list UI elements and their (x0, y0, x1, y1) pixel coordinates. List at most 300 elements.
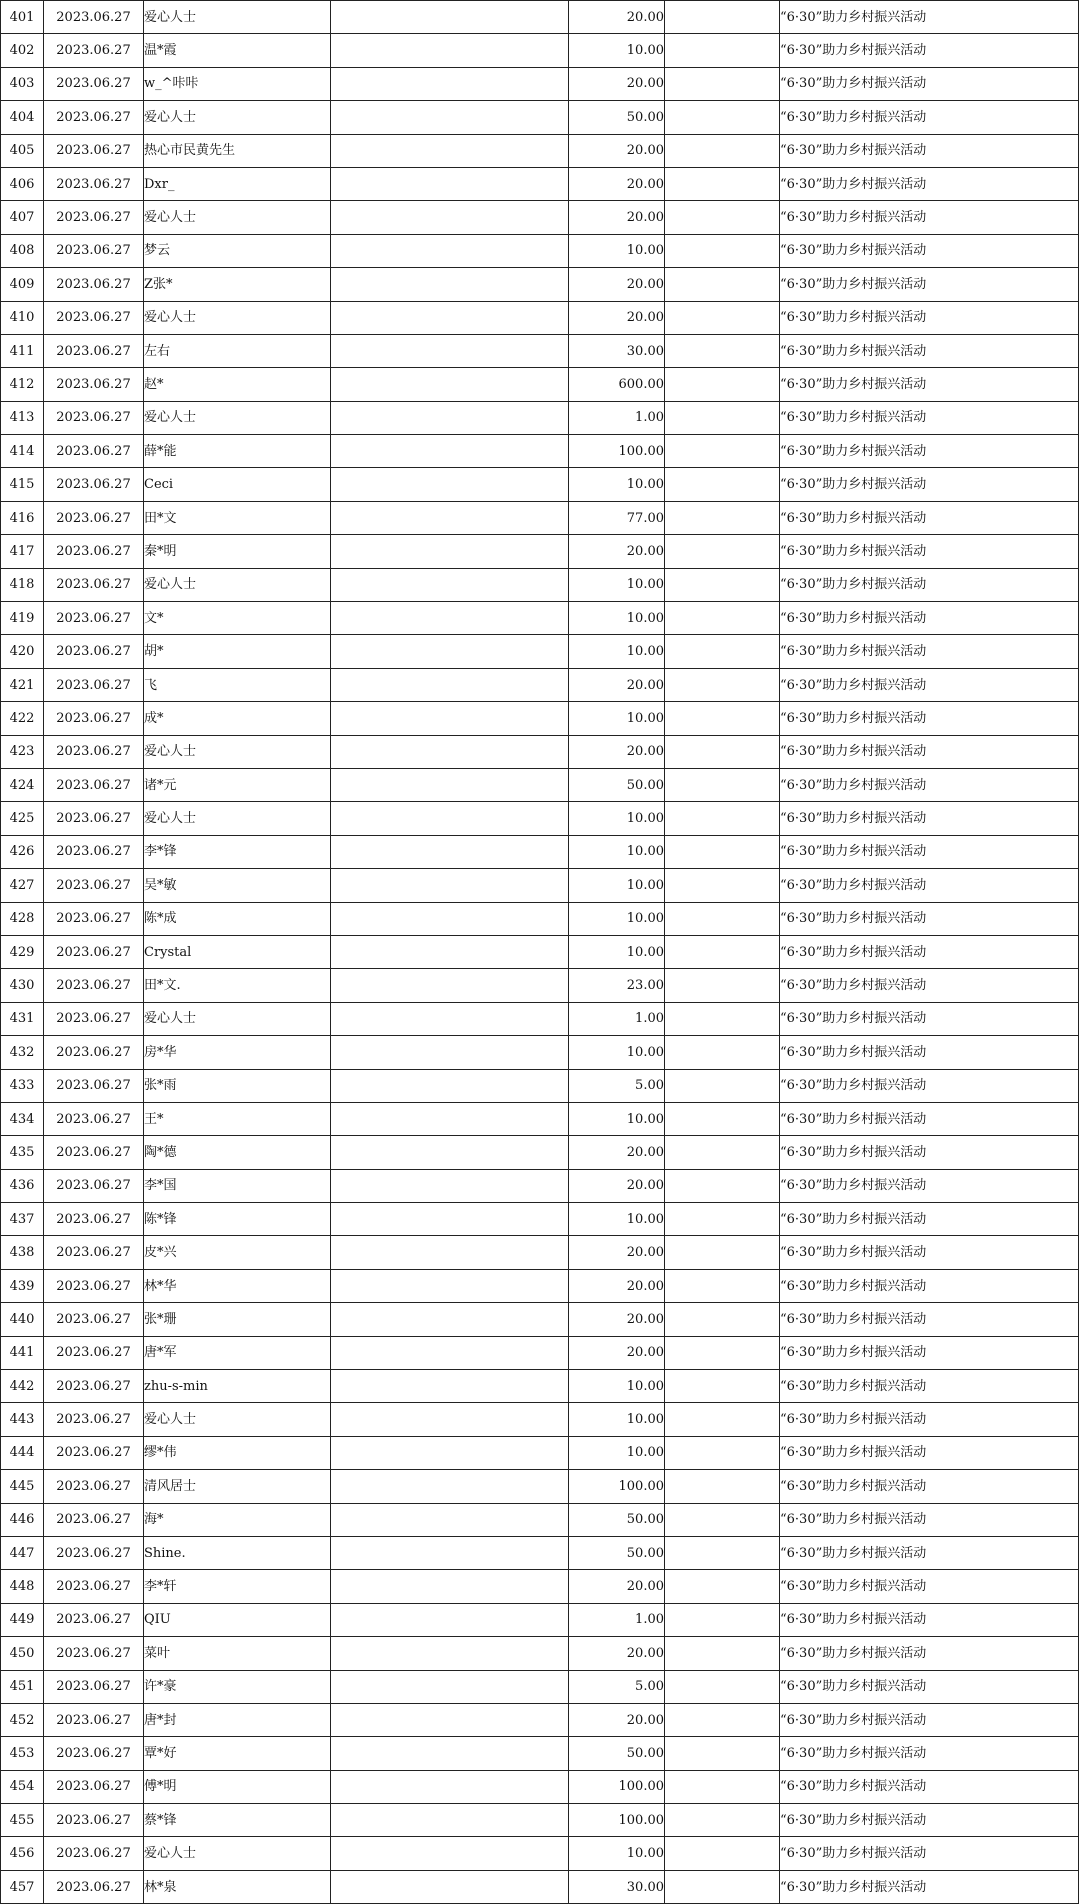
donation-amount-cell: 20.00 (569, 1169, 665, 1202)
donor-name-cell: 赵* (144, 368, 331, 401)
blank-cell (665, 1136, 780, 1169)
blank-cell (665, 702, 780, 735)
donation-purpose-cell: “6·30”助力乡村振兴活动 (780, 869, 1079, 902)
donation-date-cell: 2023.06.27 (44, 1570, 144, 1603)
blank-cell (665, 1303, 780, 1336)
donation-amount-cell: 1.00 (569, 401, 665, 434)
row-number-cell: 454 (1, 1770, 44, 1803)
donation-amount-cell: 20.00 (569, 1336, 665, 1369)
donation-purpose-cell: “6·30”助力乡村振兴活动 (780, 1670, 1079, 1703)
donation-date-cell: 2023.06.27 (44, 1804, 144, 1837)
blank-cell (331, 1169, 569, 1202)
table-row (1, 1403, 1079, 1436)
blank-cell (665, 34, 780, 67)
table-row (1, 869, 1079, 902)
blank-cell (331, 1336, 569, 1369)
donor-name-cell: 爱心人士 (144, 401, 331, 434)
blank-cell (665, 167, 780, 200)
blank-cell (331, 1670, 569, 1703)
blank-cell (331, 635, 569, 668)
donation-amount-cell: 10.00 (569, 34, 665, 67)
blank-cell (331, 969, 569, 1002)
donor-name-cell: Ceci (144, 468, 331, 501)
blank-cell (665, 1570, 780, 1603)
donation-purpose-cell: “6·30”助力乡村振兴活动 (780, 1, 1079, 34)
blank-cell (665, 435, 780, 468)
blank-cell (331, 301, 569, 334)
blank-cell (331, 101, 569, 134)
blank-cell (331, 1203, 569, 1236)
donation-date-cell: 2023.06.27 (44, 401, 144, 434)
donation-purpose-cell: “6·30”助力乡村振兴活动 (780, 668, 1079, 701)
table-row (1, 1737, 1079, 1770)
blank-cell (665, 535, 780, 568)
donor-name-cell: 爱心人士 (144, 1, 331, 34)
donation-amount-cell: 20.00 (569, 167, 665, 200)
table-row (1, 1269, 1079, 1302)
row-number-cell: 451 (1, 1670, 44, 1703)
donation-purpose-cell: “6·30”助力乡村振兴活动 (780, 1303, 1079, 1336)
donation-date-cell: 2023.06.27 (44, 735, 144, 768)
blank-cell (331, 1036, 569, 1069)
donor-name-cell: zhu-s-min (144, 1370, 331, 1403)
row-number-cell: 414 (1, 435, 44, 468)
blank-cell (665, 668, 780, 701)
donation-date-cell: 2023.06.27 (44, 635, 144, 668)
table-row (1, 1136, 1079, 1169)
donation-date-cell: 2023.06.27 (44, 1703, 144, 1736)
donation-purpose-cell: “6·30”助力乡村振兴活动 (780, 435, 1079, 468)
donation-date-cell: 2023.06.27 (44, 1269, 144, 1302)
donation-date-cell: 2023.06.27 (44, 602, 144, 635)
donor-name-cell: 梦云 (144, 234, 331, 267)
row-number-cell: 416 (1, 501, 44, 534)
donation-amount-cell: 20.00 (569, 1136, 665, 1169)
donation-date-cell: 2023.06.27 (44, 134, 144, 167)
donor-name-cell: 李*锋 (144, 835, 331, 868)
donation-amount-cell: 20.00 (569, 201, 665, 234)
row-number-cell: 426 (1, 835, 44, 868)
row-number-cell: 419 (1, 602, 44, 635)
row-number-cell: 423 (1, 735, 44, 768)
donation-date-cell: 2023.06.27 (44, 1637, 144, 1670)
donation-amount-cell: 10.00 (569, 468, 665, 501)
blank-cell (331, 1603, 569, 1636)
table-row (1, 1336, 1079, 1369)
donation-amount-cell: 10.00 (569, 635, 665, 668)
table-row (1, 1837, 1079, 1870)
donation-amount-cell: 100.00 (569, 1470, 665, 1503)
blank-cell (331, 1, 569, 34)
blank-cell (331, 1837, 569, 1870)
donation-date-cell: 2023.06.27 (44, 1403, 144, 1436)
blank-cell (331, 201, 569, 234)
blank-cell (665, 835, 780, 868)
donation-date-cell: 2023.06.27 (44, 1470, 144, 1503)
donation-amount-cell: 10.00 (569, 1036, 665, 1069)
donation-date-cell: 2023.06.27 (44, 368, 144, 401)
donor-name-cell: 爱心人士 (144, 201, 331, 234)
blank-cell (665, 1470, 780, 1503)
donation-date-cell: 2023.06.27 (44, 802, 144, 835)
donor-name-cell: 唐*封 (144, 1703, 331, 1736)
donor-name-cell: 菜叶 (144, 1637, 331, 1670)
blank-cell (331, 1870, 569, 1903)
donation-date-cell: 2023.06.27 (44, 1370, 144, 1403)
row-number-cell: 443 (1, 1403, 44, 1436)
row-number-cell: 450 (1, 1637, 44, 1670)
row-number-cell: 440 (1, 1303, 44, 1336)
donation-amount-cell: 20.00 (569, 1637, 665, 1670)
blank-cell (331, 1136, 569, 1169)
blank-cell (331, 668, 569, 701)
row-number-cell: 442 (1, 1370, 44, 1403)
blank-cell (665, 1403, 780, 1436)
blank-cell (665, 1670, 780, 1703)
donation-purpose-cell: “6·30”助力乡村振兴活动 (780, 401, 1079, 434)
table-row (1, 802, 1079, 835)
donation-date-cell: 2023.06.27 (44, 101, 144, 134)
donation-date-cell: 2023.06.27 (44, 1203, 144, 1236)
donation-date-cell: 2023.06.27 (44, 167, 144, 200)
donation-purpose-cell: “6·30”助力乡村振兴活动 (780, 134, 1079, 167)
table-row (1, 668, 1079, 701)
donor-name-cell: QIU (144, 1603, 331, 1636)
blank-cell (665, 902, 780, 935)
blank-cell (331, 1236, 569, 1269)
donation-amount-cell: 50.00 (569, 1737, 665, 1770)
table-row (1, 1703, 1079, 1736)
donor-name-cell: 田*文. (144, 969, 331, 1002)
table-row (1, 1637, 1079, 1670)
donation-date-cell: 2023.06.27 (44, 435, 144, 468)
blank-cell (331, 368, 569, 401)
table-row (1, 1, 1079, 34)
donation-purpose-cell: “6·30”助力乡村振兴活动 (780, 768, 1079, 801)
table-row (1, 67, 1079, 100)
blank-cell (331, 468, 569, 501)
blank-cell (665, 1436, 780, 1469)
row-number-cell: 417 (1, 535, 44, 568)
blank-cell (665, 1203, 780, 1236)
donation-purpose-cell: “6·30”助力乡村振兴活动 (780, 1336, 1079, 1369)
donation-amount-cell: 20.00 (569, 268, 665, 301)
table-row (1, 334, 1079, 367)
donor-name-cell: Z张* (144, 268, 331, 301)
donation-purpose-cell: “6·30”助力乡村振兴活动 (780, 101, 1079, 134)
blank-cell (665, 1837, 780, 1870)
blank-cell (665, 602, 780, 635)
donor-name-cell: 爱心人士 (144, 802, 331, 835)
donor-name-cell: Shine. (144, 1536, 331, 1569)
blank-cell (331, 501, 569, 534)
row-number-cell: 405 (1, 134, 44, 167)
donation-purpose-cell: “6·30”助力乡村振兴活动 (780, 902, 1079, 935)
blank-cell (331, 1269, 569, 1302)
blank-cell (665, 1637, 780, 1670)
table-row (1, 1870, 1079, 1903)
blank-cell (665, 1, 780, 34)
donation-purpose-cell: “6·30”助力乡村振兴活动 (780, 1870, 1079, 1903)
donation-date-cell: 2023.06.27 (44, 1837, 144, 1870)
donor-name-cell: 热心市民黄先生 (144, 134, 331, 167)
blank-cell (665, 134, 780, 167)
donation-date-cell: 2023.06.27 (44, 1770, 144, 1803)
donation-amount-cell: 10.00 (569, 234, 665, 267)
donor-name-cell: 陶*德 (144, 1136, 331, 1169)
table-row (1, 1603, 1079, 1636)
donation-date-cell: 2023.06.27 (44, 34, 144, 67)
donation-purpose-cell: “6·30”助力乡村振兴活动 (780, 1570, 1079, 1603)
row-number-cell: 457 (1, 1870, 44, 1903)
donation-purpose-cell: “6·30”助力乡村振兴活动 (780, 535, 1079, 568)
blank-cell (665, 301, 780, 334)
donation-amount-cell: 5.00 (569, 1069, 665, 1102)
donation-date-cell: 2023.06.27 (44, 935, 144, 968)
donor-name-cell: 傅*明 (144, 1770, 331, 1803)
donation-amount-cell: 10.00 (569, 602, 665, 635)
table-row (1, 1503, 1079, 1536)
donation-date-cell: 2023.06.27 (44, 668, 144, 701)
donation-purpose-cell: “6·30”助力乡村振兴活动 (780, 1837, 1079, 1870)
blank-cell (665, 635, 780, 668)
blank-cell (665, 735, 780, 768)
blank-cell (665, 234, 780, 267)
donor-name-cell: 成* (144, 702, 331, 735)
blank-cell (331, 1436, 569, 1469)
donation-purpose-cell: “6·30”助力乡村振兴活动 (780, 268, 1079, 301)
blank-cell (331, 735, 569, 768)
blank-cell (331, 1303, 569, 1336)
donor-name-cell: 文* (144, 602, 331, 635)
donation-date-cell: 2023.06.27 (44, 969, 144, 1002)
row-number-cell: 456 (1, 1837, 44, 1870)
blank-cell (665, 1536, 780, 1569)
donation-purpose-cell: “6·30”助力乡村振兴活动 (780, 802, 1079, 835)
donation-amount-cell: 20.00 (569, 735, 665, 768)
table-row (1, 1570, 1079, 1603)
blank-cell (665, 1870, 780, 1903)
table-row (1, 635, 1079, 668)
donation-purpose-cell: “6·30”助力乡村振兴活动 (780, 1536, 1079, 1569)
row-number-cell: 424 (1, 768, 44, 801)
donation-amount-cell: 10.00 (569, 935, 665, 968)
donation-amount-cell: 23.00 (569, 969, 665, 1002)
row-number-cell: 448 (1, 1570, 44, 1603)
table-row (1, 301, 1079, 334)
table-row (1, 902, 1079, 935)
donation-purpose-cell: “6·30”助力乡村振兴活动 (780, 301, 1079, 334)
donation-date-cell: 2023.06.27 (44, 301, 144, 334)
donation-amount-cell: 600.00 (569, 368, 665, 401)
donor-name-cell: 李*国 (144, 1169, 331, 1202)
donor-name-cell: 胡* (144, 635, 331, 668)
donation-date-cell: 2023.06.27 (44, 268, 144, 301)
blank-cell (665, 935, 780, 968)
row-number-cell: 431 (1, 1002, 44, 1035)
blank-cell (665, 1770, 780, 1803)
donation-date-cell: 2023.06.27 (44, 1, 144, 34)
blank-cell (331, 1503, 569, 1536)
blank-cell (331, 835, 569, 868)
blank-cell (665, 1269, 780, 1302)
donor-name-cell: 许*豪 (144, 1670, 331, 1703)
blank-cell (331, 602, 569, 635)
row-number-cell: 418 (1, 568, 44, 601)
table-row (1, 768, 1079, 801)
donation-amount-cell: 20.00 (569, 535, 665, 568)
donor-name-cell: 爱心人士 (144, 301, 331, 334)
blank-cell (331, 702, 569, 735)
donation-date-cell: 2023.06.27 (44, 1670, 144, 1703)
donation-amount-cell: 1.00 (569, 1002, 665, 1035)
table-row (1, 268, 1079, 301)
donor-name-cell: 爱心人士 (144, 1403, 331, 1436)
blank-cell (665, 368, 780, 401)
blank-cell (331, 1102, 569, 1135)
blank-cell (331, 1370, 569, 1403)
blank-cell (331, 768, 569, 801)
donation-amount-cell: 20.00 (569, 1303, 665, 1336)
table-row (1, 435, 1079, 468)
donation-purpose-cell: “6·30”助力乡村振兴活动 (780, 1102, 1079, 1135)
blank-cell (331, 334, 569, 367)
donation-purpose-cell: “6·30”助力乡村振兴活动 (780, 1470, 1079, 1503)
table-row (1, 1303, 1079, 1336)
donation-amount-cell: 10.00 (569, 869, 665, 902)
row-number-cell: 427 (1, 869, 44, 902)
donor-name-cell: 爱心人士 (144, 1002, 331, 1035)
donor-name-cell: 陈*锋 (144, 1203, 331, 1236)
donation-amount-cell: 100.00 (569, 1770, 665, 1803)
row-number-cell: 422 (1, 702, 44, 735)
donation-purpose-cell: “6·30”助力乡村振兴活动 (780, 1637, 1079, 1670)
blank-cell (331, 67, 569, 100)
donor-name-cell: Dxr_ (144, 167, 331, 200)
donation-purpose-cell: “6·30”助力乡村振兴活动 (780, 1737, 1079, 1770)
donation-purpose-cell: “6·30”助力乡村振兴活动 (780, 1136, 1079, 1169)
table-row (1, 735, 1079, 768)
donation-amount-cell: 1.00 (569, 1603, 665, 1636)
donation-amount-cell: 10.00 (569, 1403, 665, 1436)
row-number-cell: 409 (1, 268, 44, 301)
blank-cell (665, 869, 780, 902)
donation-date-cell: 2023.06.27 (44, 1303, 144, 1336)
donation-amount-cell: 20.00 (569, 1, 665, 34)
row-number-cell: 415 (1, 468, 44, 501)
blank-cell (331, 869, 569, 902)
row-number-cell: 421 (1, 668, 44, 701)
table-row (1, 969, 1079, 1002)
donation-date-cell: 2023.06.27 (44, 702, 144, 735)
donor-name-cell: 张*珊 (144, 1303, 331, 1336)
blank-cell (331, 268, 569, 301)
row-number-cell: 401 (1, 1, 44, 34)
donation-amount-cell: 30.00 (569, 334, 665, 367)
blank-cell (665, 334, 780, 367)
blank-cell (665, 501, 780, 534)
row-number-cell: 434 (1, 1102, 44, 1135)
donation-amount-cell: 10.00 (569, 835, 665, 868)
donation-date-cell: 2023.06.27 (44, 1169, 144, 1202)
donor-name-cell: 爱心人士 (144, 101, 331, 134)
blank-cell (665, 1236, 780, 1269)
donation-date-cell: 2023.06.27 (44, 334, 144, 367)
donation-amount-cell: 10.00 (569, 1203, 665, 1236)
row-number-cell: 411 (1, 334, 44, 367)
donation-date-cell: 2023.06.27 (44, 1036, 144, 1069)
blank-cell (665, 1603, 780, 1636)
table-row (1, 1236, 1079, 1269)
row-number-cell: 445 (1, 1470, 44, 1503)
blank-cell (665, 1169, 780, 1202)
donor-name-cell: 田*文 (144, 501, 331, 534)
donor-name-cell: 秦*明 (144, 535, 331, 568)
row-number-cell: 452 (1, 1703, 44, 1736)
donor-name-cell: 温*霞 (144, 34, 331, 67)
donor-name-cell: 吴*敏 (144, 869, 331, 902)
donor-name-cell: 爱心人士 (144, 568, 331, 601)
blank-cell (665, 1036, 780, 1069)
blank-cell (665, 401, 780, 434)
donation-purpose-cell: “6·30”助力乡村振兴活动 (780, 201, 1079, 234)
blank-cell (331, 902, 569, 935)
donation-purpose-cell: “6·30”助力乡村振兴活动 (780, 1002, 1079, 1035)
donation-amount-cell: 10.00 (569, 902, 665, 935)
blank-cell (331, 1002, 569, 1035)
donation-purpose-cell: “6·30”助力乡村振兴活动 (780, 735, 1079, 768)
donation-purpose-cell: “6·30”助力乡村振兴活动 (780, 1236, 1079, 1269)
blank-cell (665, 568, 780, 601)
row-number-cell: 437 (1, 1203, 44, 1236)
donation-date-cell: 2023.06.27 (44, 201, 144, 234)
donation-table-body (1, 1, 1079, 1904)
donor-name-cell: Crystal (144, 935, 331, 968)
row-number-cell: 447 (1, 1536, 44, 1569)
donation-purpose-cell: “6·30”助力乡村振兴活动 (780, 602, 1079, 635)
donation-purpose-cell: “6·30”助力乡村振兴活动 (780, 1503, 1079, 1536)
row-number-cell: 425 (1, 802, 44, 835)
donation-date-cell: 2023.06.27 (44, 1002, 144, 1035)
donation-purpose-cell: “6·30”助力乡村振兴活动 (780, 969, 1079, 1002)
donation-purpose-cell: “6·30”助力乡村振兴活动 (780, 1370, 1079, 1403)
table-row (1, 702, 1079, 735)
row-number-cell: 441 (1, 1336, 44, 1369)
donor-name-cell: w_^咔咔 (144, 67, 331, 100)
donation-date-cell: 2023.06.27 (44, 67, 144, 100)
table-row (1, 1370, 1079, 1403)
donation-purpose-cell: “6·30”助力乡村振兴活动 (780, 1703, 1079, 1736)
row-number-cell: 412 (1, 368, 44, 401)
donation-amount-cell: 10.00 (569, 1436, 665, 1469)
row-number-cell: 404 (1, 101, 44, 134)
donation-amount-cell: 10.00 (569, 568, 665, 601)
donor-name-cell: 清风居士 (144, 1470, 331, 1503)
row-number-cell: 439 (1, 1269, 44, 1302)
table-row (1, 134, 1079, 167)
donation-date-cell: 2023.06.27 (44, 768, 144, 801)
table-row (1, 234, 1079, 267)
donation-date-cell: 2023.06.27 (44, 1136, 144, 1169)
row-number-cell: 453 (1, 1737, 44, 1770)
blank-cell (331, 802, 569, 835)
donation-purpose-cell: “6·30”助力乡村振兴活动 (780, 34, 1079, 67)
donor-name-cell: 房*华 (144, 1036, 331, 1069)
donation-amount-cell: 10.00 (569, 702, 665, 735)
table-row (1, 34, 1079, 67)
donation-purpose-cell: “6·30”助力乡村振兴活动 (780, 1036, 1079, 1069)
blank-cell (331, 1737, 569, 1770)
